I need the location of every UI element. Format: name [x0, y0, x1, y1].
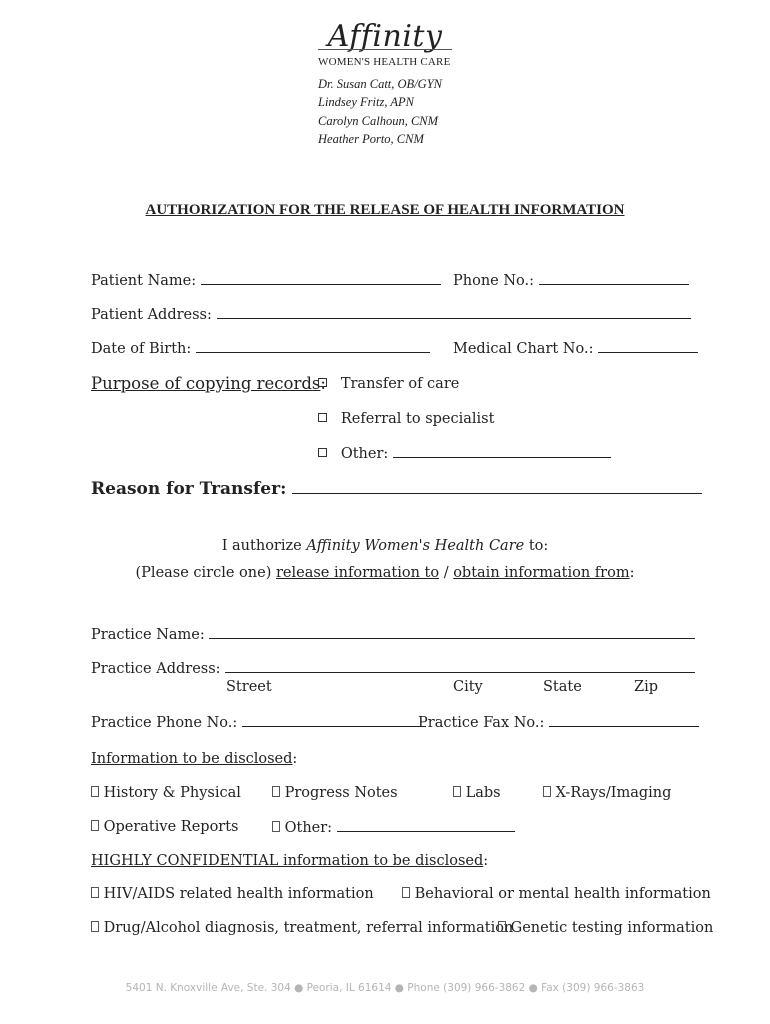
other-blank[interactable]	[393, 445, 611, 458]
item-label: X-Rays/Imaging	[555, 785, 672, 801]
provider-name: Heather Porto, CNM	[318, 132, 424, 146]
checkbox[interactable]	[91, 786, 99, 797]
street-caption: Street	[226, 679, 272, 695]
disclose-other[interactable]	[272, 819, 515, 836]
logo-wordmark: Affinity	[327, 19, 443, 54]
checkbox[interactable]	[402, 887, 410, 898]
checkbox[interactable]	[272, 786, 280, 797]
option-label: Other:	[340, 446, 389, 462]
patient-address-label: Patient Address:	[91, 307, 212, 323]
disclose-history-physical[interactable]	[91, 785, 241, 801]
reason-for-transfer-field[interactable]	[91, 479, 702, 499]
item-label: HIV/AIDS related health information	[103, 886, 374, 902]
authorize-prefix: I authorize	[221, 538, 302, 554]
authorize-suffix: to:	[528, 538, 549, 554]
checkbox[interactable]	[91, 820, 99, 831]
confidential-label: HIGHLY CONFIDENTIAL information to be disclosed	[91, 853, 484, 869]
obtain-option[interactable]: obtain information from	[453, 565, 630, 581]
option-label: Transfer of care	[340, 376, 460, 392]
checkbox[interactable]	[91, 887, 99, 898]
practice-logo	[318, 20, 452, 68]
purpose-option-transfer[interactable]	[318, 376, 459, 392]
item-label: Progress Notes	[284, 785, 398, 801]
circle-one-line	[0, 565, 770, 581]
checkbox[interactable]	[453, 786, 461, 797]
city-caption: City	[453, 679, 483, 695]
practice-fax-field[interactable]	[418, 714, 699, 731]
logo-rule	[318, 49, 452, 50]
practice-fax-label: Practice Fax No.:	[418, 715, 545, 731]
disclosed-heading	[91, 751, 297, 767]
confidential-genetic[interactable]	[498, 920, 713, 936]
purpose-option-other[interactable]	[318, 445, 611, 462]
practice-fax-blank[interactable]	[549, 714, 699, 727]
item-label: Labs	[465, 785, 501, 801]
patient-name-blank[interactable]	[201, 272, 441, 285]
item-label: Genetic testing information	[510, 920, 714, 936]
chart-no-field[interactable]	[453, 340, 698, 357]
disclose-progress-notes[interactable]	[272, 785, 398, 801]
practice-address-field[interactable]	[91, 660, 695, 677]
document-title: AUTHORIZATION FOR THE RELEASE OF HEALTH INFORMATION	[145, 202, 625, 218]
checkbox[interactable]	[543, 786, 551, 797]
colon: :	[483, 853, 489, 869]
option-label: Referral to specialist	[340, 411, 495, 427]
phone-field[interactable]	[453, 272, 689, 289]
state-caption: State	[543, 679, 582, 695]
practice-address-label: Practice Address:	[91, 661, 221, 677]
patient-address-blank[interactable]	[217, 306, 691, 319]
practice-name-field[interactable]	[91, 626, 695, 643]
disclose-xrays[interactable]	[543, 785, 671, 801]
item-label: History & Physical	[103, 785, 241, 801]
checkbox[interactable]	[272, 821, 280, 832]
confidential-drug-alcohol[interactable]	[91, 920, 513, 936]
colon: :	[292, 751, 298, 767]
practice-phone-field[interactable]	[91, 714, 426, 731]
phone-label: Phone No.:	[453, 273, 535, 289]
dob-field[interactable]	[91, 340, 430, 357]
zip-caption: Zip	[634, 679, 658, 695]
logo-subtitle: WOMEN'S HEALTH CARE	[318, 56, 451, 68]
phone-blank[interactable]	[539, 272, 689, 285]
purpose-label: Purpose of copying records	[91, 374, 321, 393]
disclose-labs[interactable]	[453, 785, 501, 801]
confidential-behavioral[interactable]	[402, 886, 711, 902]
checkbox[interactable]	[318, 448, 327, 457]
reason-blank[interactable]	[292, 479, 702, 494]
item-label: Behavioral or mental health information	[414, 886, 711, 902]
provider-name: Dr. Susan Catt, OB/GYN	[318, 77, 442, 91]
other-blank[interactable]	[337, 819, 515, 832]
slash: /	[443, 565, 449, 581]
circle-instruction: (Please circle one)	[135, 565, 272, 581]
chart-no-label: Medical Chart No.:	[453, 341, 594, 357]
authorize-entity: Affinity Women's Health Care	[306, 538, 525, 554]
dob-label: Date of Birth:	[91, 341, 192, 357]
footer-address: 5401 N. Knoxville Ave, Ste. 304 ● Peoria, IL 61614 ● Phone (309) 966-3862 ● Fax (309) 966-3863	[125, 982, 645, 994]
practice-phone-blank[interactable]	[242, 714, 426, 727]
checkbox[interactable]	[498, 921, 506, 932]
confidential-heading	[91, 853, 488, 869]
patient-name-label: Patient Name:	[91, 273, 197, 289]
item-label: Other:	[284, 820, 333, 836]
disclosed-label: Information to be disclosed	[91, 751, 293, 767]
practice-name-blank[interactable]	[209, 626, 695, 639]
patient-address-field[interactable]	[91, 306, 691, 323]
practice-address-blank[interactable]	[225, 660, 695, 673]
item-label: Drug/Alcohol diagnosis, treatment, referral information	[103, 920, 514, 936]
reason-label: Reason for Transfer:	[91, 479, 287, 499]
patient-name-field[interactable]	[91, 272, 441, 289]
practice-phone-label: Practice Phone No.:	[91, 715, 238, 731]
item-label: Operative Reports	[103, 819, 239, 835]
checkbox[interactable]	[91, 921, 99, 932]
checkbox[interactable]	[318, 378, 327, 387]
provider-name: Lindsey Fritz, APN	[318, 95, 414, 109]
practice-name-label: Practice Name:	[91, 627, 205, 643]
disclose-operative-reports[interactable]	[91, 819, 239, 835]
purpose-heading	[91, 374, 326, 393]
dob-blank[interactable]	[196, 340, 430, 353]
release-option[interactable]: release information to	[275, 565, 440, 581]
authorization-statement	[0, 538, 770, 554]
chart-no-blank[interactable]	[598, 340, 698, 353]
purpose-colon: :	[320, 374, 326, 393]
provider-name: Carolyn Calhoun, CNM	[318, 114, 439, 128]
confidential-hiv[interactable]	[91, 886, 374, 902]
colon: :	[629, 565, 635, 581]
purpose-option-referral[interactable]	[318, 411, 494, 427]
checkbox[interactable]	[318, 413, 327, 422]
